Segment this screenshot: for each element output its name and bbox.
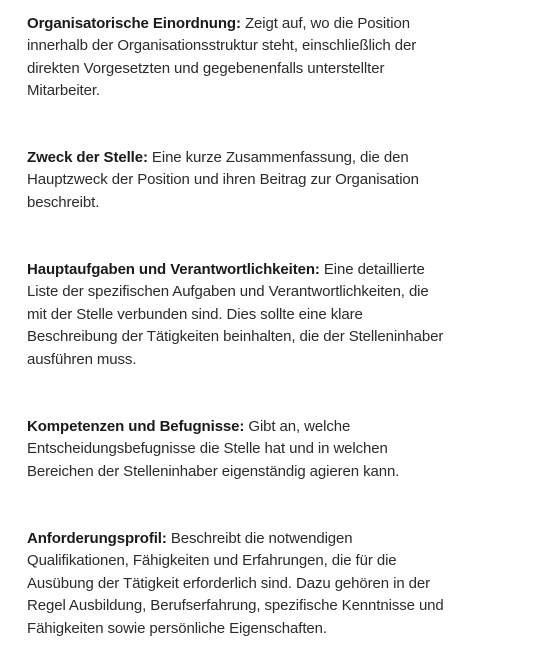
section-text-line: ausführen muss.: [27, 350, 137, 368]
section-text: Eine detaillierte: [319, 261, 425, 278]
section-term: Zweck der Stelle:: [27, 149, 148, 166]
section-first-line: [27, 416, 507, 438]
section-zweck-der-stelle: [27, 147, 507, 214]
section-text-line: Fähigkeiten sowie persönliche Eigenschaften.: [27, 619, 327, 637]
section-text-line: innerhalb der Organisationsstruktur steht, einschließlich der: [27, 37, 417, 55]
section-text-line: mit der Stelle verbunden sind. Dies sollte eine klare: [27, 305, 363, 323]
section-hauptaufgaben: [27, 259, 507, 371]
section-first-line: [27, 259, 507, 281]
section-anforderungsprofil: [27, 528, 507, 640]
section-text-line: Regel Ausbildung, Berufserfahrung, spezifische Kenntnisse und: [27, 597, 444, 615]
section-term: Organisatorische Einordnung:: [27, 15, 241, 32]
section-text-line: beschreibt.: [27, 193, 100, 211]
section-text-line: Liste der spezifischen Aufgaben und Verantwortlichkeiten, die: [27, 283, 429, 301]
section-first-line: [27, 13, 507, 35]
section-term: Kompetenzen und Befugnisse:: [27, 418, 245, 435]
section-text-line: Ausübung der Tätigkeit erforderlich sind. Dazu gehören in der: [27, 574, 431, 592]
section-text-line: Bereichen der Stelleninhaber eigenständig agieren kann.: [27, 462, 400, 480]
section-term: Hauptaufgaben und Verantwortlichkeiten:: [27, 261, 320, 278]
section-term: Anforderungsprofil:: [27, 530, 167, 547]
section-first-line: [27, 147, 507, 169]
section-first-line: [27, 528, 507, 550]
section-text-line: Hauptzweck der Position und ihren Beitrag zur Organisation: [27, 171, 419, 189]
section-text-line: Mitarbeiter.: [27, 82, 100, 100]
section-organisatorische-einordnung: [27, 13, 507, 103]
section-text: Gibt an, welche: [244, 418, 351, 435]
section-text: Beschreibt die notwendigen: [166, 530, 353, 547]
section-text: Zeigt auf, wo die Position: [240, 15, 410, 32]
section-text-line: Entscheidungsbefugnisse die Stelle hat und in welchen: [27, 440, 388, 458]
section-text-line: Beschreibung der Tätigkeiten beinhalten, die der Stelleninhaber: [27, 328, 444, 346]
section-text: Eine kurze Zusammenfassung, die den: [147, 149, 409, 166]
section-text-line: Qualifikationen, Fähigkeiten und Erfahrungen, die für die: [27, 552, 397, 570]
section-text-line: direkten Vorgesetzten und gegebenenfalls unterstellter: [27, 59, 385, 77]
section-kompetenzen: [27, 416, 507, 483]
